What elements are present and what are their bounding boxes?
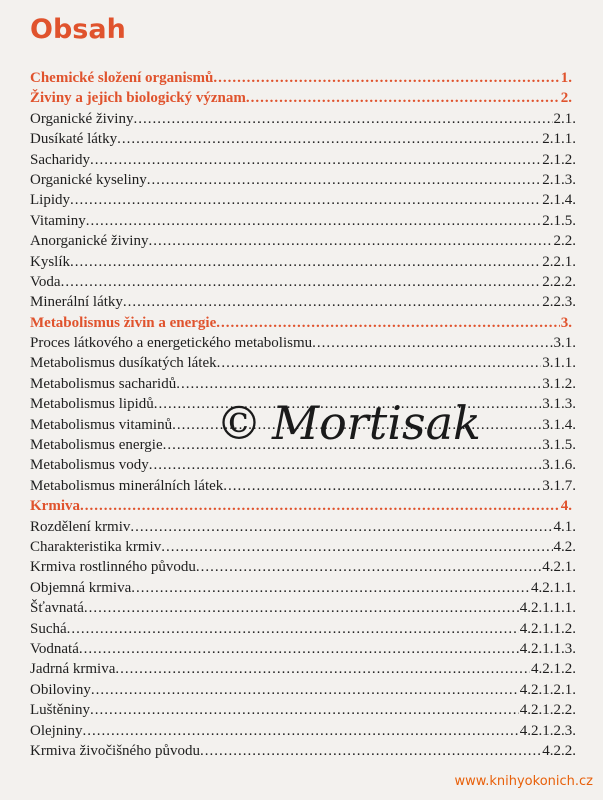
toc-entry-title: Vitaminy [30, 212, 86, 229]
toc-row [30, 455, 576, 475]
toc-section-number: 2.1. [553, 110, 576, 127]
toc-section-number: 3.1.6. [542, 457, 576, 474]
toc-section-number: 4.2.2. [542, 742, 576, 759]
toc-section-number: 3.1.7. [542, 477, 576, 494]
toc-entry-title: Proces látkového a energetického metabolismu [30, 335, 313, 352]
toc-section-number: 4.2.1. [542, 559, 576, 576]
toc-entry-title: Jadrná krmiva [30, 661, 116, 678]
dot-leader [83, 721, 519, 741]
toc-entry-title: Metabolismus vitaminů [30, 416, 173, 433]
toc-section-number: 2.2.1. [542, 253, 576, 270]
toc-row [30, 517, 576, 537]
dot-leader [216, 313, 560, 333]
watermark-text: Mortisak [272, 396, 481, 450]
toc-section-number: 4.2.1.2. [531, 661, 576, 678]
toc-section-number: 3.1.5. [542, 437, 576, 454]
toc-entry-title: Sacharidy [30, 151, 90, 168]
toc-row [30, 231, 576, 251]
toc-row [30, 619, 576, 639]
toc-row [30, 129, 576, 149]
toc-entry-title: Živiny a jejich biologický význam [30, 90, 246, 107]
toc-section-number: 2.1.4. [542, 192, 576, 209]
dot-leader [246, 88, 560, 108]
toc-entry-title: Objemná krmiva [30, 579, 132, 596]
toc-section-number: 4.2.1.1.1. [519, 600, 576, 617]
toc-row [30, 109, 576, 129]
toc-section-number: 2.2. [553, 233, 576, 250]
dot-leader [79, 639, 519, 659]
toc-section-number: 2. [560, 90, 572, 107]
toc-section-number: 3.1.4. [542, 416, 576, 433]
toc-section-number: 2.1.5. [542, 212, 576, 229]
toc-entry-title: Rozdělení krmiv [30, 518, 131, 535]
toc-row [30, 639, 576, 659]
toc-entry-title: Charakteristika krmiv [30, 538, 162, 555]
dot-leader [84, 598, 519, 618]
dot-leader [115, 659, 530, 679]
toc-row [30, 415, 576, 435]
toc-row [30, 394, 576, 414]
toc-entry-title: Krmiva rostlinného původu [30, 559, 196, 576]
dot-leader [86, 211, 541, 231]
toc-row [30, 272, 576, 292]
toc-section-number: 2.1.1. [542, 131, 576, 148]
toc-entry-title: Minerální látky [30, 294, 123, 311]
toc-section-number: 2.1.2. [542, 151, 576, 168]
toc-section-number: 2.2.2. [542, 273, 576, 290]
toc-row [30, 150, 576, 170]
dot-leader [90, 150, 541, 170]
toc-section-number: 4.2. [553, 538, 576, 555]
toc-section-number: 3.1.1. [542, 355, 576, 372]
dot-leader [61, 272, 542, 292]
toc-chapter-row [30, 68, 576, 88]
toc-entry-title: Metabolismus sacharidů [30, 375, 177, 392]
toc-row [30, 170, 576, 190]
toc-entry-title: Metabolismus minerálních látek [30, 477, 224, 494]
toc-entry-title: Dusíkaté látky [30, 131, 118, 148]
table-of-contents [30, 68, 576, 761]
toc-entry-title: Šťavnatá [30, 600, 84, 617]
toc-row [30, 252, 576, 272]
dot-leader [213, 68, 559, 88]
dot-leader [148, 231, 552, 251]
toc-row [30, 659, 576, 679]
dot-leader [161, 537, 552, 557]
dot-leader [70, 252, 541, 272]
dot-leader [176, 374, 541, 394]
toc-section-number: 2.2.3. [542, 294, 576, 311]
toc-entry-title: Vodnatá [30, 640, 79, 657]
dot-leader [147, 170, 541, 190]
dot-leader [130, 517, 552, 537]
toc-entry-title: Metabolismus dusíkatých látek [30, 355, 217, 372]
toc-section-number: 4.2.1.2.3. [519, 722, 576, 739]
toc-row [30, 476, 576, 496]
toc-entry-title: Metabolismus lipidů [30, 396, 154, 413]
toc-entry-title: Suchá [30, 620, 67, 637]
toc-row [30, 435, 576, 455]
toc-row [30, 374, 576, 394]
toc-entry-title: Lipidy [30, 192, 70, 209]
dot-leader [163, 435, 542, 455]
dot-leader [172, 415, 541, 435]
dot-leader [70, 190, 541, 210]
page-title: Obsah [30, 14, 126, 45]
toc-entry-title: Metabolismus vody [30, 457, 149, 474]
toc-chapter-row [30, 313, 576, 333]
toc-row [30, 557, 576, 577]
toc-entry-title: Chemické složení organismů [30, 70, 214, 86]
toc-section-number: 4. [560, 498, 572, 515]
website-url: www.knihyokonich.cz [454, 774, 593, 789]
toc-section-number: 4.2.1.1. [531, 579, 576, 596]
toc-section-number: 4.2.1.1.3. [519, 640, 576, 657]
toc-chapter-row [30, 88, 576, 108]
toc-entry-title: Organické kyseliny [30, 171, 147, 188]
toc-row [30, 741, 576, 761]
toc-section-number: 3. [560, 314, 572, 331]
toc-row [30, 190, 576, 210]
toc-section-number: 3.1. [553, 335, 576, 352]
copyright-symbol: © [216, 396, 262, 450]
dot-leader [90, 700, 519, 720]
toc-row [30, 333, 576, 353]
toc-entry-title: Metabolismus energie [30, 437, 163, 454]
toc-entry-title: Krmiva živočišného původu [30, 742, 200, 759]
dot-leader [154, 394, 542, 414]
toc-row [30, 598, 576, 618]
toc-entry-title: Voda [30, 273, 61, 290]
toc-section-number: 4.1. [553, 518, 576, 535]
toc-entry-title: Anorganické živiny [30, 233, 149, 250]
toc-entry-title: Metabolismus živin a energie [30, 314, 217, 331]
toc-row [30, 578, 576, 598]
toc-entry-title: Krmiva [30, 498, 80, 515]
toc-entry-title: Luštěniny [30, 702, 90, 719]
toc-section-number: 4.2.1.2.2. [519, 702, 576, 719]
dot-leader [196, 557, 541, 577]
dot-leader [312, 333, 552, 353]
toc-section-number: 4.2.1.2.1. [519, 681, 576, 698]
dot-leader [91, 680, 519, 700]
dot-leader [131, 578, 530, 598]
toc-row [30, 292, 576, 312]
toc-entry-title: Kyslík [30, 253, 71, 270]
dot-leader [67, 619, 519, 639]
dot-leader [133, 109, 552, 129]
dot-leader [200, 741, 541, 761]
toc-row [30, 211, 576, 231]
dot-leader [123, 292, 541, 312]
toc-section-number: 4.2.1.1.2. [519, 620, 576, 637]
dot-leader [217, 353, 542, 373]
toc-section-number: 3.1.3. [542, 396, 576, 413]
dot-leader [149, 455, 542, 475]
toc-entry-title: Obiloviny [30, 681, 91, 698]
dot-leader [223, 476, 541, 496]
toc-row [30, 700, 576, 720]
dot-leader [117, 129, 541, 149]
toc-section-number: 1. [560, 70, 572, 86]
dot-leader [80, 496, 560, 516]
toc-entry-title: Organické živiny [30, 110, 134, 127]
toc-row [30, 537, 576, 557]
toc-row [30, 680, 576, 700]
toc-section-number: 2.1.3. [542, 171, 576, 188]
toc-section-number: 3.1.2. [542, 375, 576, 392]
toc-row [30, 353, 576, 373]
toc-chapter-row [30, 496, 576, 516]
toc-entry-title: Olejniny [30, 722, 83, 739]
toc-row [30, 721, 576, 741]
